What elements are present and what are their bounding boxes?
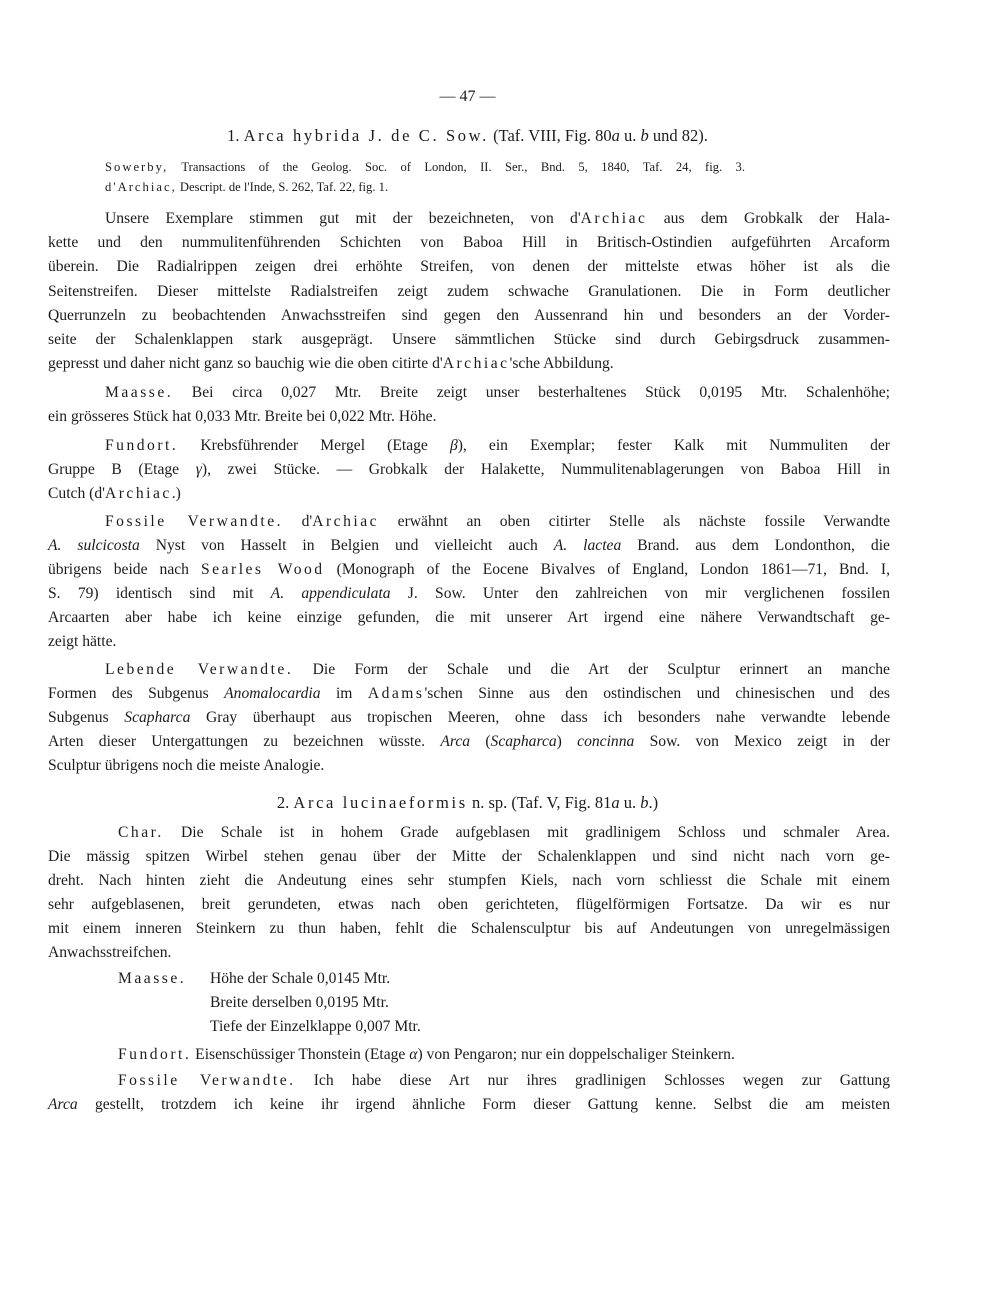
paragraph-line: seite der Schalenklappen stark ausgeprägt. Unsere sämmtlichen Stücke sind durch Gebirgsdruck zusammen- xyxy=(48,331,890,348)
fossile-line: Arcaarten aber habe ich keine einzige gefunden, die mit unserer Art irgend eine nähere Verwandtschaft ge- xyxy=(48,609,890,626)
species-heading-1: 1. Arca hybrida J. de C. Sow. (Taf. VIII, Fig. 80a u. b und 82). xyxy=(227,126,708,145)
citation-line: Sowerby, Transactions of the Geolog. Soc. of London, II. Ser., Bnd. 5, 1840, Taf. 24, fig. 3. xyxy=(105,160,745,174)
fundort-line: Fundort. Eisenschüssiger Thonstein (Etage α) von Pengaron; nur ein doppelschaliger Steinkern. xyxy=(118,1046,735,1063)
maasse-line: Maasse. Bei circa 0,027 Mtr. Breite zeigt unser besterhaltenes Stück 0,0195 Mtr. Schalenhöhe; xyxy=(105,384,890,401)
measurement-row: Breite derselben 0,0195 Mtr. xyxy=(210,994,389,1011)
char-line: Die mässig spitzen Wirbel stehen genau über der Mitte der Schalenklappen und sind nicht nach vorn ge- xyxy=(48,848,890,865)
char-line: Anwachsstreifchen. xyxy=(48,944,172,961)
lebende-line: Sculptur übrigens noch die meiste Analogie. xyxy=(48,757,325,774)
char-line: dreht. Nach hinten zieht die Andeutung eines sehr stumpfen Kiels, nach vorn schliesst die Schale mit einem xyxy=(48,872,890,889)
paragraph-line: Unsere Exemplare stimmen gut mit der bezeichneten, von d'Archiac aus dem Grobkalk der Hala- xyxy=(105,210,890,227)
fossile-line: übrigens beide nach Searles Wood (Monograph of the Eocene Bivalves of England, London 1861—71, Bnd. I, xyxy=(48,561,890,578)
fossile-line: zeigt hätte. xyxy=(48,633,117,650)
fundort-line: Cutch (d'Archiac.) xyxy=(48,485,181,502)
section-label: Fossile Verwandte. xyxy=(118,1072,296,1089)
section-label: Fossile Verwandte. xyxy=(105,513,284,530)
lebende-line: Lebende Verwandte. Die Form der Schale und die Art der Sculptur erinnert an manche xyxy=(105,661,890,678)
species-name: Arca hybrida J. de C. Sow. xyxy=(243,126,489,145)
section-label: Fundort. xyxy=(105,437,179,454)
paragraph-line: Querrunzeln zu beobachtenden Anwachsstreifen sind gegen den Aussenrand hin und besonders an der Vorder- xyxy=(48,307,890,324)
paragraph-line: gepresst und daher nicht ganz so bauchig wie die oben citirte d'Archiac'sche Abbildung. xyxy=(48,355,614,372)
measurement-row: Höhe der Schale 0,0145 Mtr. xyxy=(210,970,391,987)
section-label: Char. xyxy=(118,824,164,841)
paragraph-line: überein. Die Radialrippen zeigen drei erhöhte Streifen, von denen der mittelste etwas höher ist als die xyxy=(48,258,890,275)
section-label: Maasse. xyxy=(118,970,187,987)
page-number: — 47 — xyxy=(439,88,496,105)
fundort-line: Fundort. Krebsführender Mergel (Etage β), ein Exemplar; fester Kalk mit Nummuliten der xyxy=(105,437,890,454)
char-line: mit einem inneren Steinkern zu thun haben, fehlt die Schalensculptur bis auf Andeutungen von unregelmässigen xyxy=(48,920,890,937)
fossile-line: A. sulcicosta Nyst von Hasselt in Belgien und vielleicht auch A. lactea Brand. aus dem Londonthon, die xyxy=(48,537,890,554)
section-label: Lebende Verwandte. xyxy=(105,661,294,678)
lebende-line: Subgenus Scapharca Gray überhaupt aus tropischen Meeren, ohne dass ich besonders nahe verwandte lebende xyxy=(48,709,890,726)
section-label: Fundort. xyxy=(118,1046,192,1063)
char-line: sehr aufgeblasenen, breit gerundeten, etwas nach oben gerichteten, flügelförmigen Fortsatze. Da wir es nur xyxy=(48,896,890,913)
lebende-line: Formen des Subgenus Anomalocardia im Adams'schen Sinne aus den ostindischen und chinesischen und des xyxy=(48,685,890,702)
fossile-line: Arca gestellt, trotzdem ich keine ihr irgend ähnliche Form dieser Gattung kenne. Selbst die am meisten xyxy=(48,1096,890,1113)
fossile-line: Fossile Verwandte. d'Archiac erwähnt an oben citirter Stelle als nächste fossile Verwandte xyxy=(105,513,890,530)
section-label: Maasse. xyxy=(105,384,174,401)
fundort-line: Gruppe B (Etage γ), zwei Stücke. — Grobkalk der Halakette, Nummulitenablagerungen von Baboa Hill in xyxy=(48,461,890,478)
fossile-line: S. 79) identisch sind mit A. appendiculata J. Sow. Unter den zahlreichen von mir verglichenen fossilen xyxy=(48,585,891,602)
citation-line: d'Archiac, Descript. de l'Inde, S. 262, Taf. 22, fig. 1. xyxy=(105,180,389,194)
species-heading-2: 2. Arca lucinaeformis n. sp. (Taf. V, Fig. 81a u. b.) xyxy=(276,793,659,812)
fossile-line: Fossile Verwandte. Ich habe diese Art nur ihres gradlinigen Schlosses wegen zur Gattung xyxy=(118,1072,891,1089)
maasse-line: ein grösseres Stück hat 0,033 Mtr. Breite bei 0,022 Mtr. Höhe. xyxy=(48,408,437,425)
species-name: Arca lucinaeformis xyxy=(293,793,468,812)
measurement-row: Tiefe der Einzelklappe 0,007 Mtr. xyxy=(210,1018,421,1035)
paragraph-line: Seitenstreifen. Dieser mittelste Radialstreifen zeigt zudem schwache Granulationen. Die in Form deutlicher xyxy=(48,283,890,300)
paragraph-line: kette und den nummulitenführenden Schichten von Baboa Hill in Britisch-Ostindien aufgeführten Arcaform xyxy=(48,234,890,251)
char-line: Char. Die Schale ist in hohem Grade aufgeblasen mit gradlinigem Schloss und schmaler Area. xyxy=(118,824,890,841)
lebende-line: Arten dieser Untergattungen zu bezeichnen wüsste. Arca (Scapharca) concinna Sow. von Mexico zeigt in der xyxy=(48,733,890,750)
